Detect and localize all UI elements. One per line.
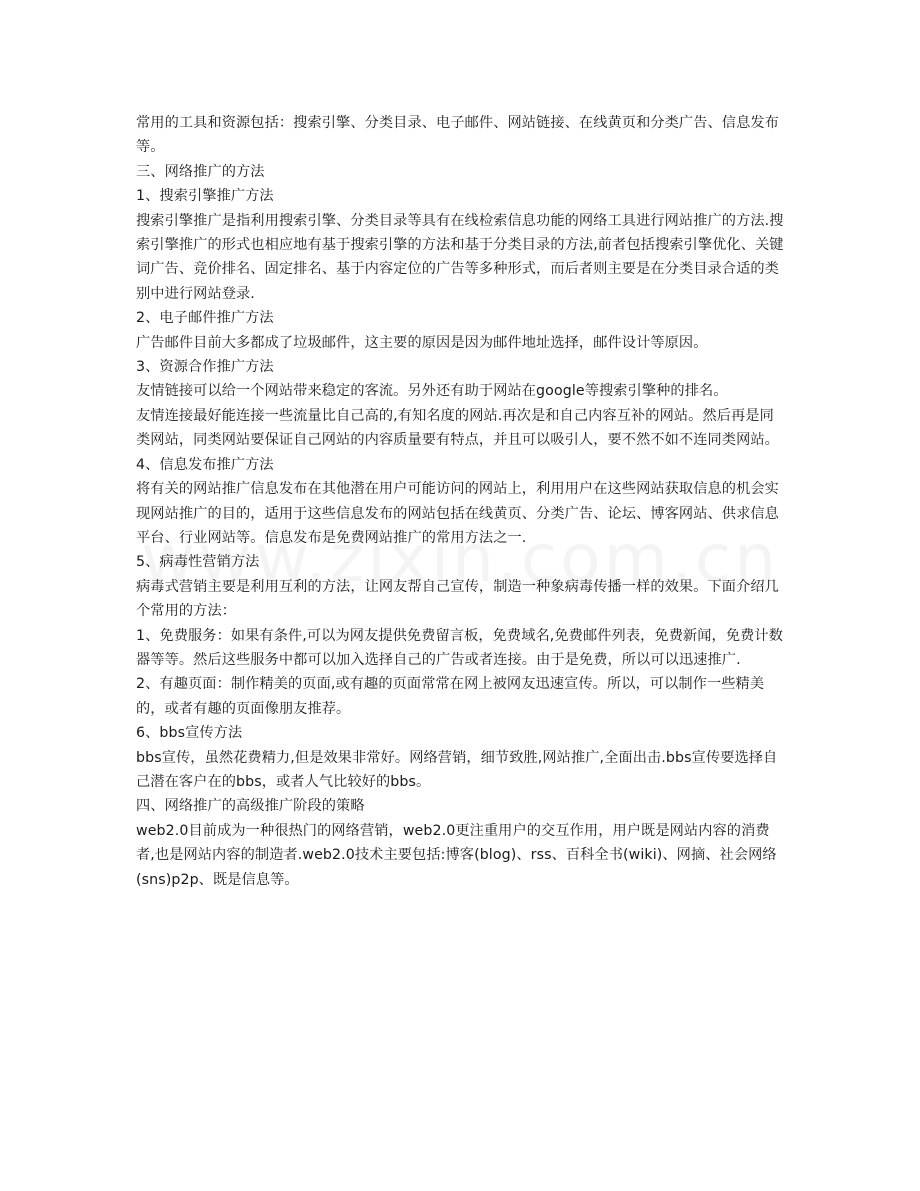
paragraph-viral-marketing: 病毒式营销主要是利用互利的方法，让网友帮自己宣传，制造一种象病毒传播一样的效果。下面介绍几个常用的方法： [136,578,779,620]
paragraph-tools-resources: 常用的工具和资源包括：搜索引擎、分类目录、电子邮件、网站链接、在线黄页和分类广告、信息发布等。 [136,115,779,156]
paragraph-search-engine: 搜索引擎推广是指利用搜索引擎、分类目录等具有在线检索信息功能的网络工具进行网站推广的方法.搜索引擎推广的形式也相应地有基于搜索引擎的方法和基于分类目录的方法,前者包括搜索引擎优化、关键词广告、竞价排名、固定排名、基于内容定位的广告等多种形式，而后者则主要是在分类目录合适的类别中进行网站登录. [136,212,784,302]
paragraph-info-publish: 将有关的网站推广信息发布在其他潜在用户可能访问的网站上，利用用户在这些网站获取信息的机会实现网站推广的目的，适用于这些信息发布的网站包括在线黄页、分类广告、论坛、博客网站、供求信息平台、行业网站等。信息发布是免费网站推广的常用方法之一. [136,481,779,546]
heading-viral-marketing-method: 5、病毒性营销方法 [136,554,260,571]
paragraph-fun-pages: 2、有趣页面：制作精美的页面,或有趣的页面常常在网上被网友迅速宣传。所以，可以制作一些精美的，或者有趣的页面像朋友推荐。 [136,676,765,717]
heading-search-engine-method: 1、搜索引擎推广方法 [136,188,274,205]
paragraph-free-services: 1、免费服务：如果有条件,可以为网友提供免费留言板，免费域名,免费邮件列表，免费新闻，免费计数器等等。然后这些服务中都可以加入选择自己的广告或者连接。由于是免费，所以可以迅速推广. [136,627,783,668]
paragraph-email: 广告邮件目前大多都成了垃圾邮件，这主要的原因是因为邮件地址选择，邮件设计等原因。 [136,334,708,351]
heading-resource-cooperation-method: 3、资源合作推广方法 [136,359,274,376]
paragraph-friend-links-tips: 友情连接最好能连接一些流量比自己高的,有知名度的网站.再次是和自己内容互补的网站。然后再是同类网站，同类网站要保证自己网站的内容质量要有特点，并且可以吸引人，要不然不如不连同类网站。 [136,407,779,449]
paragraph-friend-links: 友情链接可以给一个网站带来稳定的客流。另外还有助于网站在google等搜索引擎种的排名。 [136,383,728,400]
paragraph-bbs: bbs宣传，虽然花费精力,但是效果非常好。网络营销，细节致胜,网站推广,全面出击.bbs宣传要选择自己潜在客户在的bbs，或者人气比较好的bbs。 [136,749,778,790]
heading-section-3: 三、网络推广的方法 [136,163,265,180]
heading-bbs-method: 6、bbs宣传方法 [136,725,243,742]
heading-email-method: 2、电子邮件推广方法 [136,310,274,327]
paragraph-web20: web2.0目前成为一种很热门的网络营销，web2.0更注重用户的交互作用，用户既是网站内容的消费者,也是网站内容的制造者.web2.0技术主要包括:博客(blog)、rss、百科全书(wiki)、网摘、社会网络(sns)p2p、既是信息等。 [136,822,777,888]
document-body [136,111,786,892]
heading-info-publish-method: 4、信息发布推广方法 [136,456,274,473]
heading-section-4: 四、网络推广的高级推广阶段的策略 [136,798,365,815]
